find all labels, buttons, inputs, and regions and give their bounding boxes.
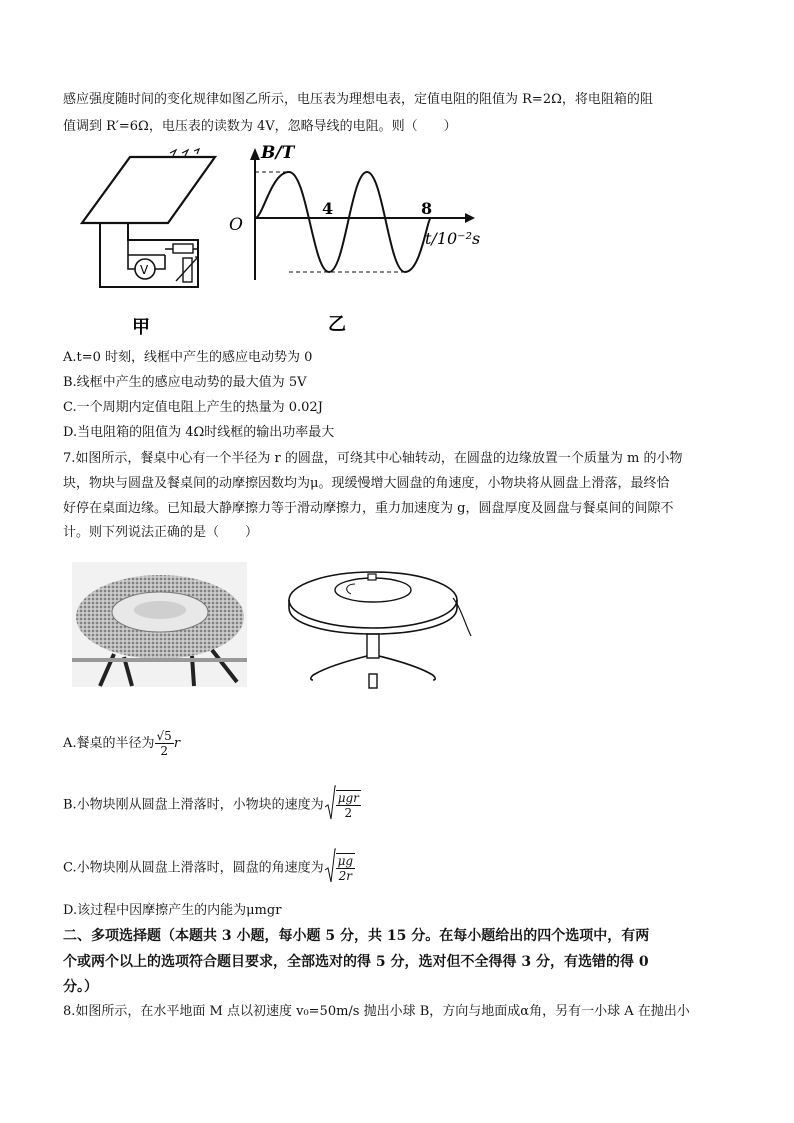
q7-option-c-denominator: 2r xyxy=(338,868,353,883)
q7-line-1: 7.如图所示，餐桌中心有一个半径为 r 的圆盘，可绕其中心轴转动，在圆盘的边缘放置一个质量为 m 的小物 xyxy=(63,451,683,466)
q8-line-1: 8.如图所示，在水平地面 M 点以初速度 v₀=50m/s 抛出小球 B，方向与地面成α角，另有一小球 A 在抛出小 xyxy=(63,1004,690,1019)
graph-origin: O xyxy=(229,215,243,235)
graph-ylabel: B/T xyxy=(261,143,295,163)
q6-option-a: A.t=0 时刻，线框中产生的感应电动势为 0 xyxy=(63,350,313,365)
q7-table-photo xyxy=(72,562,247,687)
figure-jia-circuit xyxy=(70,145,230,335)
figure-jia-caption: 甲 xyxy=(132,317,150,335)
voltmeter-label: V xyxy=(140,263,149,277)
figure-yi-graph xyxy=(225,140,525,340)
q6-option-c: C.一个周期内定值电阻上产生的热量为 0.02J xyxy=(63,400,323,415)
q7-option-a xyxy=(63,724,180,764)
section2-line-1: 二、多项选择题（本题共 3 小题，每小题 5 分，共 15 分。在每小题给出的四个选项中，有两 xyxy=(63,928,650,944)
q7-option-c-radical xyxy=(324,848,355,888)
graph-xlabel: t/10⁻²s xyxy=(425,229,481,248)
q7-option-c-numerator: μg xyxy=(337,853,354,868)
q7-option-c-text: C.小物块刚从圆盘上滑落时，圆盘的角速度为 xyxy=(63,860,324,876)
sqrt-icon xyxy=(324,848,336,884)
q7-option-a-var: r xyxy=(173,736,181,751)
q7-option-a-text: A.餐桌的半径为 xyxy=(63,736,155,751)
q7-option-c-fraction xyxy=(336,853,355,883)
q6-option-b: B.线框中产生的感应电动势的最大值为 5V xyxy=(63,375,307,390)
graph-tick-8: 8 xyxy=(421,199,433,218)
q7-line-3: 好停在桌面边缘。已知最大静摩擦力等于滑动摩擦力，重力加速度为 g，圆盘厚度及圆盘与餐桌间的间隙不 xyxy=(63,501,674,516)
q7-line-2: 块，物块与圆盘及餐桌间的动摩擦因数均为μ。现缓慢增大圆盘的角速度，小物块将从圆盘上滑落，最终恰 xyxy=(63,476,670,491)
q7-option-a-numerator: √5 xyxy=(156,729,172,743)
q7-option-c xyxy=(63,848,355,889)
q7-option-d: D.该过程中因摩擦产生的内能为μmgr xyxy=(63,903,282,918)
sqrt-icon xyxy=(324,785,336,821)
q7-table-drawing xyxy=(285,568,475,698)
q7-line-4: 计。则下列说法正确的是（ ） xyxy=(63,525,259,540)
q7-option-b-text: B.小物块刚从圆盘上滑落时，小物块的速度为 xyxy=(63,797,324,813)
q7-option-b-fraction xyxy=(336,790,361,820)
graph-tick-4: 4 xyxy=(322,199,334,218)
q7-option-b xyxy=(63,785,361,826)
intro-line-2: 值调到 R′=6Ω，电压表的读数为 4V，忽略导线的电阻。则（ ） xyxy=(63,119,457,134)
q7-option-b-radical xyxy=(324,785,361,825)
q7-option-a-fraction xyxy=(155,729,174,758)
section2-line-3: 分。） xyxy=(63,979,98,995)
section2-line-2: 个或两个以上的选项符合题目要求，全部选对的得 5 分，选对但不全得得 3 分，有选错的得 0 xyxy=(63,954,649,970)
q7-option-b-numerator: μgr xyxy=(337,790,359,805)
figure-yi-caption: 乙 xyxy=(328,314,346,335)
q7-option-a-denominator: 2 xyxy=(160,744,168,758)
q6-option-d: D.当电阻箱的阻值为 4Ω时线框的输出功率最大 xyxy=(63,425,335,440)
q7-option-b-denominator: 2 xyxy=(344,805,353,820)
intro-line-1: 感应强度随时间的变化规律如图乙所示，电压表为理想电表，定值电阻的阻值为 R=2Ω，将电阻箱的阻 xyxy=(63,92,653,107)
